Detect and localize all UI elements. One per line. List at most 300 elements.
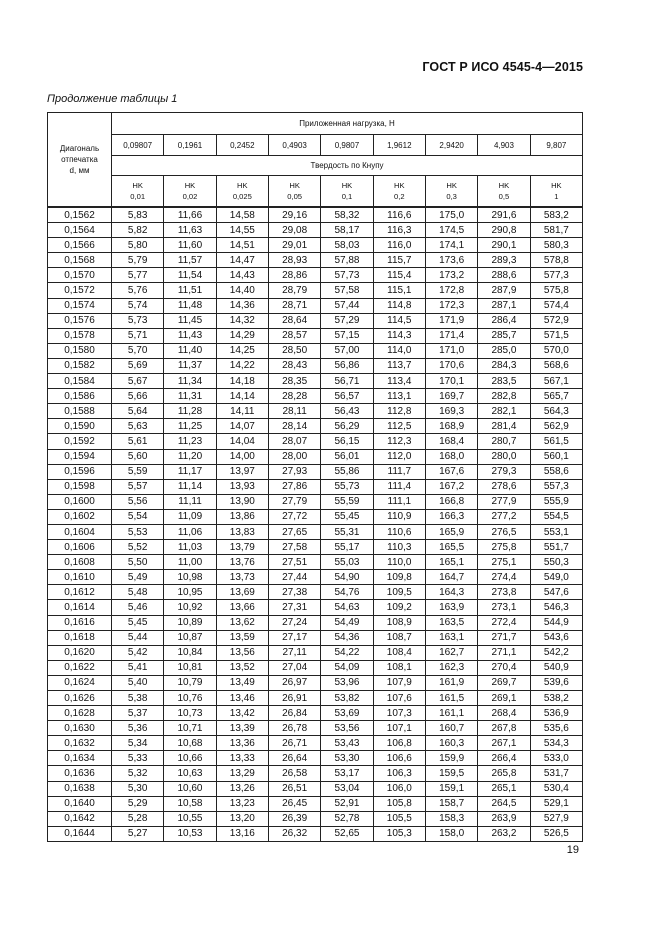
- hardness-cell: 14,14: [216, 389, 268, 404]
- hardness-cell: 27,93: [268, 464, 320, 479]
- hardness-cell: 276,5: [478, 524, 530, 539]
- diagonal-cell: 0,1616: [48, 615, 112, 630]
- hardness-cell: 115,4: [373, 268, 425, 283]
- hardness-cell: 159,5: [425, 766, 477, 781]
- hardness-cell: 274,4: [478, 570, 530, 585]
- hardness-cell: 28,11: [268, 404, 320, 419]
- table-body: [48, 207, 583, 841]
- hardness-cell: 53,30: [321, 751, 373, 766]
- diagonal-cell: 0,1628: [48, 706, 112, 721]
- table-row: [48, 826, 583, 841]
- table-row: [48, 736, 583, 751]
- hardness-cell: 11,57: [164, 253, 216, 268]
- hardness-cell: 11,51: [164, 283, 216, 298]
- hardness-cell: 28,43: [268, 358, 320, 373]
- load-value: 0,09807: [112, 135, 164, 156]
- hardness-cell: 28,00: [268, 449, 320, 464]
- hardness-cell: 53,96: [321, 675, 373, 690]
- hardness-cell: 26,71: [268, 736, 320, 751]
- hardness-cell: 269,1: [478, 691, 530, 706]
- hardness-cell: 174,5: [425, 223, 477, 238]
- hardness-cell: 54,22: [321, 645, 373, 660]
- hardness-cell: 5,52: [112, 540, 164, 555]
- hardness-cell: 29,01: [268, 238, 320, 253]
- hardness-cell: 10,79: [164, 675, 216, 690]
- hardness-cell: 555,9: [530, 494, 582, 509]
- diagonal-cell: 0,1596: [48, 464, 112, 479]
- hardness-cell: 263,9: [478, 811, 530, 826]
- hardness-cell: 108,9: [373, 615, 425, 630]
- scale-symbol: HK: [394, 181, 405, 190]
- hardness-cell: 163,5: [425, 615, 477, 630]
- hardness-cell: 27,04: [268, 660, 320, 675]
- hardness-cell: 264,5: [478, 796, 530, 811]
- hardness-cell: 5,40: [112, 675, 164, 690]
- hardness-cell: 114,0: [373, 343, 425, 358]
- hardness-cell: 280,7: [478, 434, 530, 449]
- hardness-cell: 5,70: [112, 343, 164, 358]
- table-row: [48, 751, 583, 766]
- hardness-cell: 111,7: [373, 464, 425, 479]
- hardness-cell: 5,46: [112, 600, 164, 615]
- hardness-cell: 28,79: [268, 283, 320, 298]
- hardness-cell: 13,56: [216, 645, 268, 660]
- hardness-cell: 159,1: [425, 781, 477, 796]
- scale-header: [268, 176, 320, 208]
- hardness-cell: 13,66: [216, 600, 268, 615]
- scale-header: [373, 176, 425, 208]
- hardness-cell: 13,79: [216, 540, 268, 555]
- hardness-cell: 158,3: [425, 811, 477, 826]
- hardness-cell: 280,0: [478, 449, 530, 464]
- hardness-cell: 14,25: [216, 343, 268, 358]
- hardness-cell: 535,6: [530, 721, 582, 736]
- hardness-cell: 11,28: [164, 404, 216, 419]
- hardness-cell: 57,29: [321, 313, 373, 328]
- diagonal-cell: 0,1586: [48, 389, 112, 404]
- scale-subscript: 0,2: [394, 192, 405, 201]
- scale-symbol: HK: [184, 181, 196, 190]
- hardness-cell: 106,0: [373, 781, 425, 796]
- hardness-cell: 5,60: [112, 449, 164, 464]
- hardness-cell: 165,1: [425, 555, 477, 570]
- hardness-cell: 29,16: [268, 207, 320, 223]
- hardness-cell: 11,06: [164, 524, 216, 539]
- hardness-cell: 5,83: [112, 207, 164, 223]
- diagonal-cell: 0,1614: [48, 600, 112, 615]
- scale-header: [478, 176, 530, 208]
- table-row: [48, 449, 583, 464]
- hardness-cell: 13,52: [216, 660, 268, 675]
- hardness-cell: 160,3: [425, 736, 477, 751]
- hardness-cell: 28,50: [268, 343, 320, 358]
- hardness-cell: 11,37: [164, 358, 216, 373]
- hardness-cell: 166,3: [425, 509, 477, 524]
- hardness-cell: 11,17: [164, 464, 216, 479]
- scale-subscript: 0,01: [130, 192, 146, 201]
- hardness-cell: 10,53: [164, 826, 216, 841]
- diagonal-column-header: [48, 113, 112, 208]
- hardness-cell: 561,5: [530, 434, 582, 449]
- hardness-cell: 168,0: [425, 449, 477, 464]
- hardness-cell: 55,17: [321, 540, 373, 555]
- hardness-cell: 544,9: [530, 615, 582, 630]
- diagonal-cell: 0,1640: [48, 796, 112, 811]
- hardness-cell: 27,44: [268, 570, 320, 585]
- diagonal-cell: 0,1592: [48, 434, 112, 449]
- load-value: 0,9807: [321, 135, 373, 156]
- diagonal-cell: 0,1634: [48, 751, 112, 766]
- diag-label-line: Диагональ: [59, 144, 100, 153]
- hardness-cell: 53,56: [321, 721, 373, 736]
- hardness-cell: 159,9: [425, 751, 477, 766]
- hardness-cell: 28,14: [268, 419, 320, 434]
- hardness-cell: 14,51: [216, 238, 268, 253]
- hardness-cell: 538,2: [530, 691, 582, 706]
- hardness-cell: 57,88: [321, 253, 373, 268]
- load-value: 1,9612: [373, 135, 425, 156]
- hardness-cell: 171,0: [425, 343, 477, 358]
- hardness-cell: 111,1: [373, 494, 425, 509]
- table-row: [48, 343, 583, 358]
- hardness-cell: 286,4: [478, 313, 530, 328]
- hardness-cell: 27,11: [268, 645, 320, 660]
- hardness-cell: 113,4: [373, 374, 425, 389]
- scale-symbol: HK: [341, 181, 353, 190]
- hardness-cell: 11,63: [164, 223, 216, 238]
- hardness-cell: 5,79: [112, 253, 164, 268]
- hardness-cell: 168,4: [425, 434, 477, 449]
- hardness-cell: 5,27: [112, 826, 164, 841]
- hardness-cell: 54,76: [321, 585, 373, 600]
- hardness-cell: 114,5: [373, 313, 425, 328]
- hardness-cell: 266,4: [478, 751, 530, 766]
- diag-label-line: d, мм: [69, 166, 90, 175]
- hardness-cell: 27,17: [268, 630, 320, 645]
- diagonal-cell: 0,1622: [48, 660, 112, 675]
- hardness-cell: 14,36: [216, 298, 268, 313]
- hardness-cell: 11,31: [164, 389, 216, 404]
- hardness-cell: 568,6: [530, 358, 582, 373]
- hardness-cell: 109,8: [373, 570, 425, 585]
- scale-symbol: HK: [498, 181, 510, 190]
- hardness-cell: 113,1: [373, 389, 425, 404]
- table-row: [48, 645, 583, 660]
- hardness-cell: 27,58: [268, 540, 320, 555]
- hardness-cell: 162,7: [425, 645, 477, 660]
- hardness-cell: 116,6: [373, 207, 425, 223]
- hardness-cell: 554,5: [530, 509, 582, 524]
- hardness-cell: 291,6: [478, 207, 530, 223]
- hardness-cell: 5,59: [112, 464, 164, 479]
- table-row: [48, 600, 583, 615]
- hardness-cell: 578,8: [530, 253, 582, 268]
- hardness-cell: 13,73: [216, 570, 268, 585]
- hardness-cell: 105,5: [373, 811, 425, 826]
- diagonal-cell: 0,1638: [48, 781, 112, 796]
- hardness-cell: 29,08: [268, 223, 320, 238]
- hardness-cell: 27,65: [268, 524, 320, 539]
- hardness-cell: 581,7: [530, 223, 582, 238]
- hardness-cell: 13,83: [216, 524, 268, 539]
- hardness-cell: 11,14: [164, 479, 216, 494]
- hardness-cell: 11,20: [164, 449, 216, 464]
- hardness-cell: 5,45: [112, 615, 164, 630]
- hardness-cell: 173,6: [425, 253, 477, 268]
- table-row: [48, 691, 583, 706]
- hardness-cell: 56,71: [321, 374, 373, 389]
- hardness-cell: 285,7: [478, 328, 530, 343]
- hardness-cell: 560,1: [530, 449, 582, 464]
- hardness-cell: 13,42: [216, 706, 268, 721]
- hardness-cell: 530,4: [530, 781, 582, 796]
- hardness-cell: 11,25: [164, 419, 216, 434]
- table-row: [48, 494, 583, 509]
- scale-subscript: 0,3: [446, 192, 457, 201]
- hardness-cell: 107,9: [373, 675, 425, 690]
- hardness-cell: 27,31: [268, 600, 320, 615]
- hardness-cell: 13,76: [216, 555, 268, 570]
- hardness-cell: 107,6: [373, 691, 425, 706]
- hardness-cell: 28,07: [268, 434, 320, 449]
- hardness-cell: 26,78: [268, 721, 320, 736]
- hardness-cell: 5,80: [112, 238, 164, 253]
- hardness-cell: 5,61: [112, 434, 164, 449]
- hardness-cell: 116,0: [373, 238, 425, 253]
- scale-subscript: 0,025: [232, 192, 252, 201]
- hardness-cell: 28,86: [268, 268, 320, 283]
- hardness-cell: 116,3: [373, 223, 425, 238]
- hardness-cell: 57,73: [321, 268, 373, 283]
- diagonal-cell: 0,1576: [48, 313, 112, 328]
- diagonal-cell: 0,1636: [48, 766, 112, 781]
- hardness-cell: 108,4: [373, 645, 425, 660]
- table-row: [48, 811, 583, 826]
- hardness-cell: 282,1: [478, 404, 530, 419]
- table-row: [48, 223, 583, 238]
- hardness-cell: 106,8: [373, 736, 425, 751]
- hardness-cell: 529,1: [530, 796, 582, 811]
- hardness-cell: 26,97: [268, 675, 320, 690]
- hardness-cell: 10,89: [164, 615, 216, 630]
- diagonal-cell: 0,1642: [48, 811, 112, 826]
- diagonal-cell: 0,1632: [48, 736, 112, 751]
- hardness-cell: 10,60: [164, 781, 216, 796]
- hardness-cell: 267,1: [478, 736, 530, 751]
- table-row: [48, 555, 583, 570]
- hardness-cell: 14,47: [216, 253, 268, 268]
- hardness-cell: 5,44: [112, 630, 164, 645]
- scale-header: [425, 176, 477, 208]
- table-row: [48, 660, 583, 675]
- hardness-cell: 57,00: [321, 343, 373, 358]
- hardness-cell: 54,49: [321, 615, 373, 630]
- hardness-cell: 57,58: [321, 283, 373, 298]
- hardness-cell: 5,76: [112, 283, 164, 298]
- hardness-cell: 13,26: [216, 781, 268, 796]
- hardness-cell: 5,48: [112, 585, 164, 600]
- table-row: [48, 479, 583, 494]
- hardness-cell: 10,87: [164, 630, 216, 645]
- hardness-cell: 273,8: [478, 585, 530, 600]
- hardness-cell: 110,6: [373, 524, 425, 539]
- hardness-cell: 278,6: [478, 479, 530, 494]
- hardness-cell: 105,3: [373, 826, 425, 841]
- hardness-cell: 10,95: [164, 585, 216, 600]
- hardness-cell: 114,8: [373, 298, 425, 313]
- hardness-cell: 533,0: [530, 751, 582, 766]
- hardness-cell: 111,4: [373, 479, 425, 494]
- hardness-cell: 109,2: [373, 600, 425, 615]
- hardness-cell: 273,1: [478, 600, 530, 615]
- diagonal-cell: 0,1612: [48, 585, 112, 600]
- table-row: [48, 781, 583, 796]
- hardness-cell: 55,73: [321, 479, 373, 494]
- table-row: [48, 434, 583, 449]
- hardness-cell: 175,0: [425, 207, 477, 223]
- diagonal-cell: 0,1618: [48, 630, 112, 645]
- hardness-cell: 5,57: [112, 479, 164, 494]
- hardness-cell: 289,3: [478, 253, 530, 268]
- hardness-cell: 171,4: [425, 328, 477, 343]
- hardness-cell: 112,8: [373, 404, 425, 419]
- hardness-cell: 58,03: [321, 238, 373, 253]
- hardness-cell: 172,3: [425, 298, 477, 313]
- diagonal-cell: 0,1562: [48, 207, 112, 223]
- hardness-cell: 56,57: [321, 389, 373, 404]
- hardness-cell: 534,3: [530, 736, 582, 751]
- hardness-cell: 5,54: [112, 509, 164, 524]
- hardness-cell: 13,86: [216, 509, 268, 524]
- hardness-cell: 106,3: [373, 766, 425, 781]
- hardness-cell: 5,28: [112, 811, 164, 826]
- hardness-cell: 52,91: [321, 796, 373, 811]
- hardness-cell: 52,78: [321, 811, 373, 826]
- hardness-cell: 580,3: [530, 238, 582, 253]
- diagonal-cell: 0,1588: [48, 404, 112, 419]
- hardness-cell: 55,86: [321, 464, 373, 479]
- table-row: [48, 404, 583, 419]
- hardness-cell: 5,73: [112, 313, 164, 328]
- hardness-cell: 5,64: [112, 404, 164, 419]
- hardness-cell: 14,43: [216, 268, 268, 283]
- diagonal-cell: 0,1578: [48, 328, 112, 343]
- diagonal-cell: 0,1580: [48, 343, 112, 358]
- hardness-cell: 165,5: [425, 540, 477, 555]
- hardness-cell: 52,65: [321, 826, 373, 841]
- hardness-cell: 10,68: [164, 736, 216, 751]
- hardness-cell: 13,59: [216, 630, 268, 645]
- scale-symbol: HK: [237, 181, 248, 190]
- hardness-cell: 5,50: [112, 555, 164, 570]
- hardness-cell: 13,23: [216, 796, 268, 811]
- scale-header: [321, 176, 373, 208]
- hardness-cell: 26,64: [268, 751, 320, 766]
- hardness-cell: 26,58: [268, 766, 320, 781]
- hardness-cell: 275,8: [478, 540, 530, 555]
- load-value: 9,807: [530, 135, 582, 156]
- hardness-cell: 5,30: [112, 781, 164, 796]
- hardness-cell: 5,32: [112, 766, 164, 781]
- hardness-cell: 564,3: [530, 404, 582, 419]
- hardness-cell: 163,1: [425, 630, 477, 645]
- hardness-cell: 10,55: [164, 811, 216, 826]
- hardness-cell: 108,7: [373, 630, 425, 645]
- hardness-cell: 171,9: [425, 313, 477, 328]
- diagonal-cell: 0,1624: [48, 675, 112, 690]
- hardness-cell: 53,17: [321, 766, 373, 781]
- hardness-cell: 5,82: [112, 223, 164, 238]
- hardness-cell: 54,63: [321, 600, 373, 615]
- hardness-cell: 112,3: [373, 434, 425, 449]
- hardness-cell: 553,1: [530, 524, 582, 539]
- hardness-cell: 53,04: [321, 781, 373, 796]
- hardness-cell: 290,8: [478, 223, 530, 238]
- table-row: [48, 570, 583, 585]
- hardness-cell: 11,00: [164, 555, 216, 570]
- table-row: [48, 374, 583, 389]
- hardness-cell: 288,6: [478, 268, 530, 283]
- hardness-cell: 265,8: [478, 766, 530, 781]
- table-row: [48, 630, 583, 645]
- hardness-cell: 265,1: [478, 781, 530, 796]
- hardness-cell: 27,38: [268, 585, 320, 600]
- hardness-cell: 162,3: [425, 660, 477, 675]
- hardness-cell: 13,62: [216, 615, 268, 630]
- diagonal-cell: 0,1584: [48, 374, 112, 389]
- table-caption: Продолжение таблицы 1: [47, 93, 178, 105]
- hardness-cell: 10,66: [164, 751, 216, 766]
- table-row: [48, 585, 583, 600]
- hardness-cell: 10,98: [164, 570, 216, 585]
- hardness-cell: 26,84: [268, 706, 320, 721]
- hardness-cell: 169,7: [425, 389, 477, 404]
- hardness-cell: 5,53: [112, 524, 164, 539]
- hardness-cell: 56,01: [321, 449, 373, 464]
- hardness-cell: 161,1: [425, 706, 477, 721]
- table-row: [48, 766, 583, 781]
- hardness-cell: 164,7: [425, 570, 477, 585]
- hardness-cell: 54,90: [321, 570, 373, 585]
- table-row: [48, 283, 583, 298]
- hardness-cell: 13,46: [216, 691, 268, 706]
- diagonal-cell: 0,1570: [48, 268, 112, 283]
- hardness-cell: 55,45: [321, 509, 373, 524]
- hardness-cell: 13,33: [216, 751, 268, 766]
- hardness-cell: 546,3: [530, 600, 582, 615]
- hardness-cell: 10,71: [164, 721, 216, 736]
- hardness-cell: 26,32: [268, 826, 320, 841]
- hardness-cell: 5,49: [112, 570, 164, 585]
- hardness-cell: 10,73: [164, 706, 216, 721]
- hardness-cell: 163,9: [425, 600, 477, 615]
- table-row: [48, 464, 583, 479]
- hardness-cell: 13,36: [216, 736, 268, 751]
- hardness-cell: 56,15: [321, 434, 373, 449]
- table-row: [48, 328, 583, 343]
- hardness-cell: 57,44: [321, 298, 373, 313]
- hardness-cell: 13,29: [216, 766, 268, 781]
- diagonal-cell: 0,1568: [48, 253, 112, 268]
- hardness-cell: 55,31: [321, 524, 373, 539]
- diagonal-cell: 0,1602: [48, 509, 112, 524]
- page-number: 19: [566, 844, 579, 856]
- table-row: [48, 268, 583, 283]
- table-row: [48, 615, 583, 630]
- diagonal-cell: 0,1598: [48, 479, 112, 494]
- scale-header: [216, 176, 268, 208]
- hardness-cell: 14,40: [216, 283, 268, 298]
